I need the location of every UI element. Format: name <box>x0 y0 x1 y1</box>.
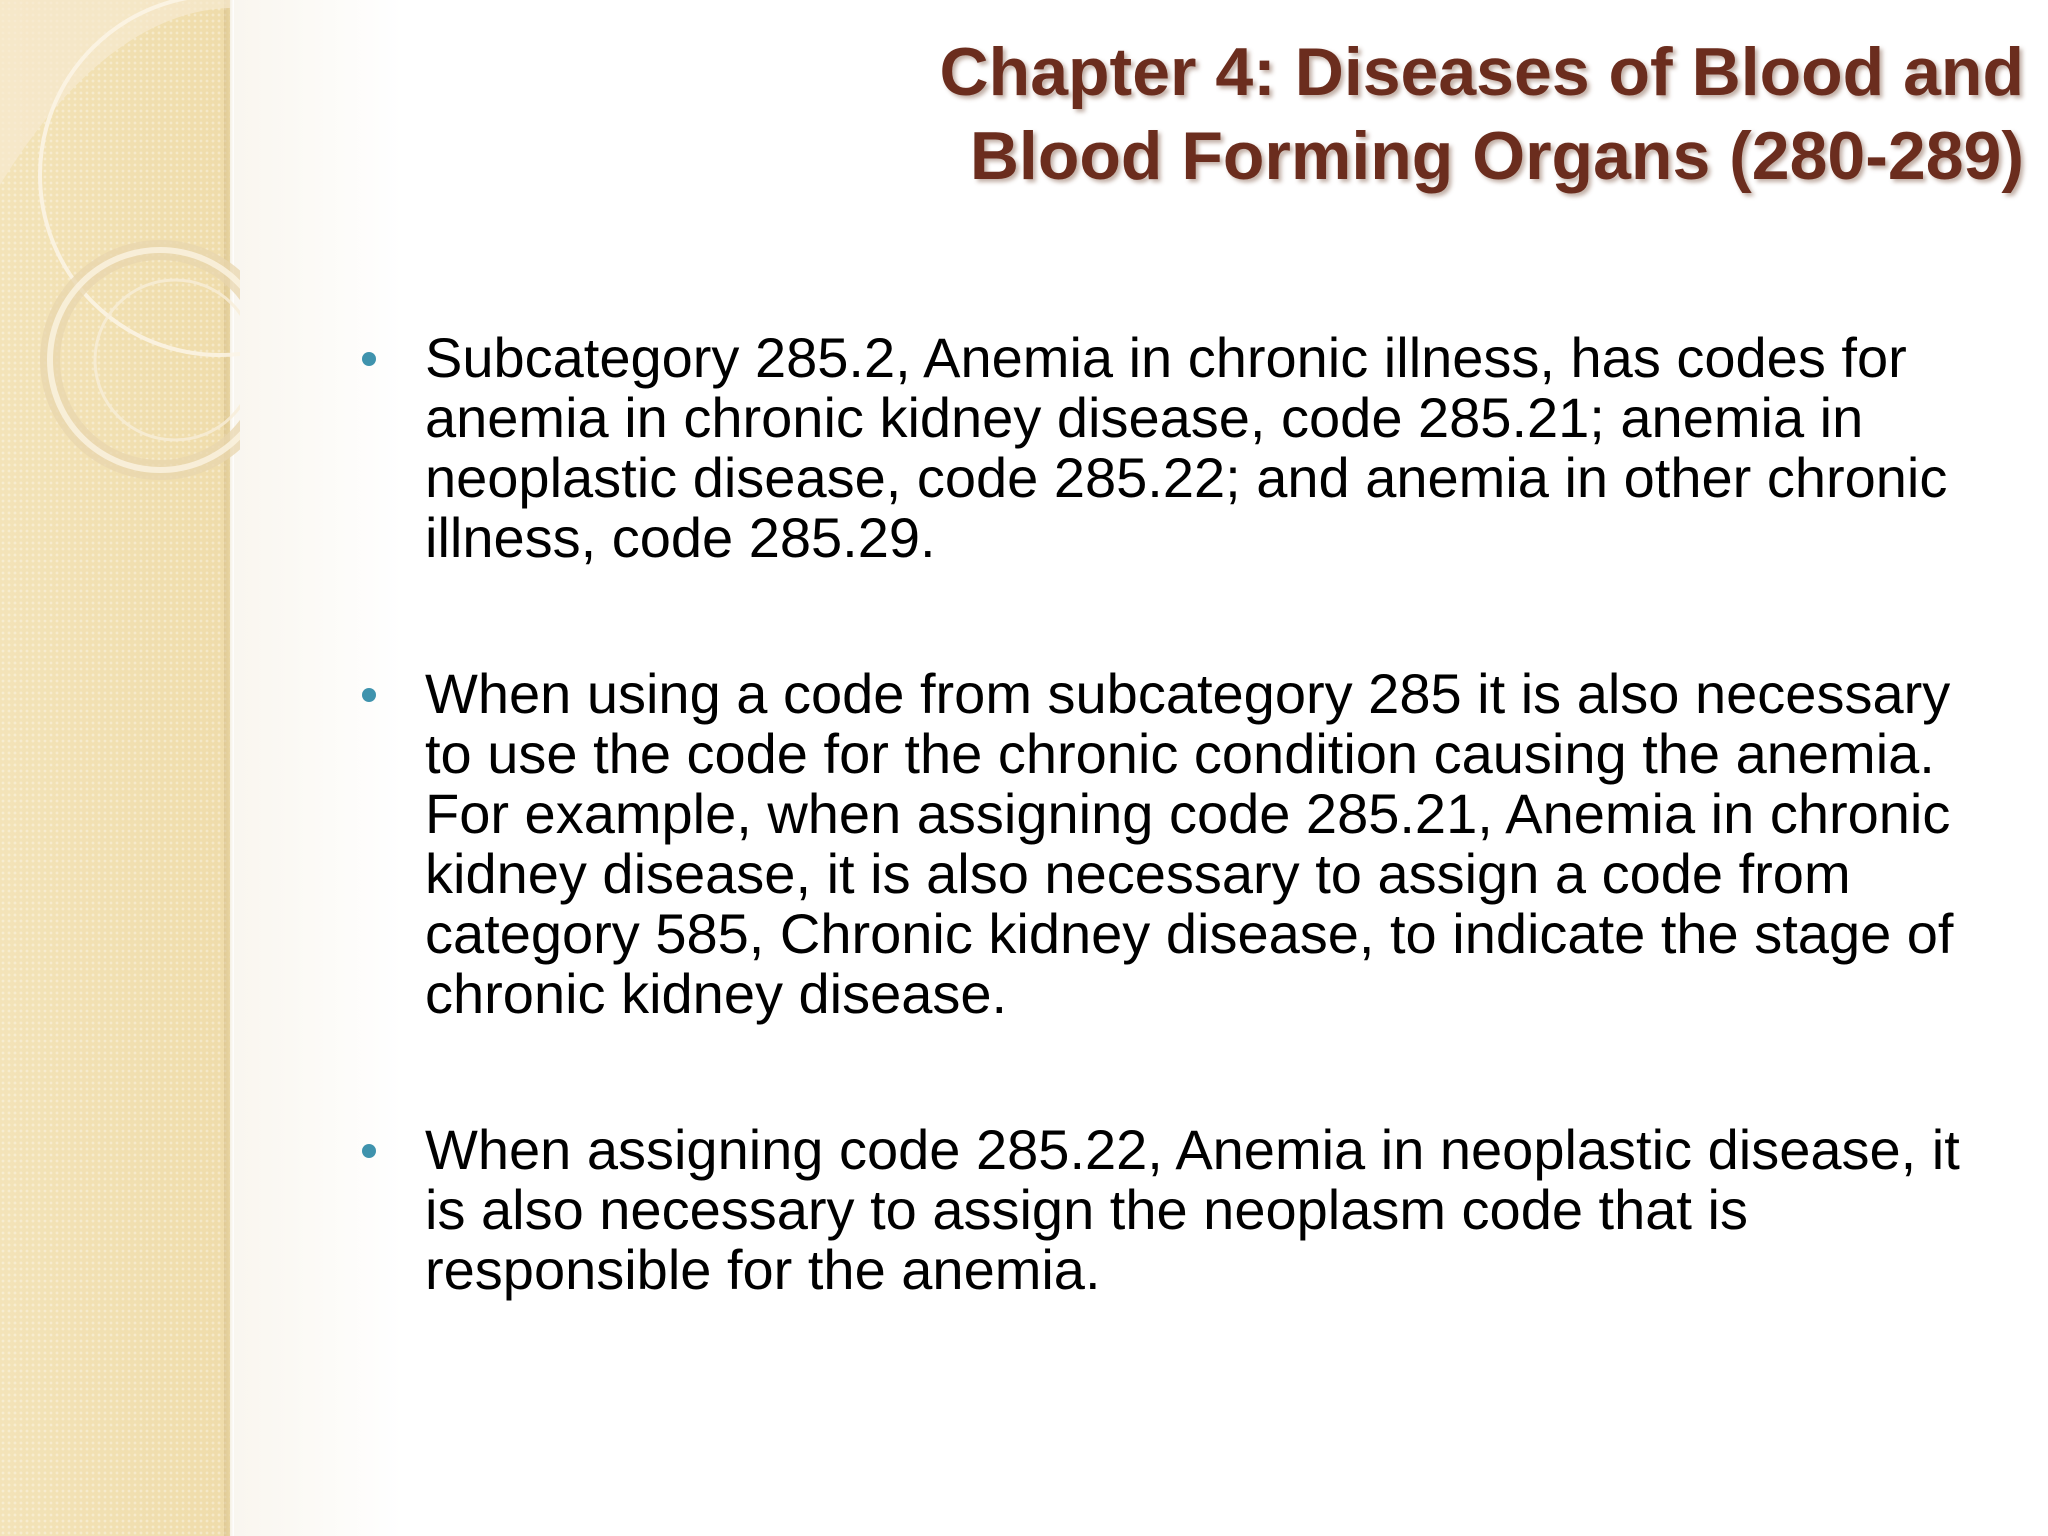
bullet-text-2: When using a code from subcategory 285 it is also necessary to use the code for the chronic condition causing the anemia. For example, when assigning code 285.21, Anemia in chronic kidney disease, it is also necessary to assign a code from category 585, Chronic kidney disease, to indicate the stage of chronic kidney disease. <box>425 662 1954 1025</box>
title-line-2: Blood Forming Organs (280-289) <box>969 118 2024 194</box>
bullet-text-3: When assigning code 285.22, Anemia in neoplastic disease, it is also necessary to assign the neoplasm code that is responsible for the anemia. <box>425 1118 1960 1301</box>
bullet-marker-icon <box>362 1144 376 1158</box>
bullet-item-2 <box>350 664 2000 1024</box>
bullet-item-1 <box>350 328 2000 568</box>
bullet-text-1: Subcategory 285.2, Anemia in chronic illness, has codes for anemia in chronic kidney disease, code 285.21; anemia in neoplastic disease, code 285.22; and anemia in other chronic illness, code 285.29. <box>425 326 1948 569</box>
decorative-rings-graphic <box>0 0 240 520</box>
bullet-item-3 <box>350 1120 2000 1300</box>
title-line-1: Chapter 4: Diseases of Blood and <box>939 34 2024 110</box>
bullet-marker-icon <box>362 688 376 702</box>
bullet-marker-icon <box>362 352 376 366</box>
bullet-list <box>350 328 2000 1300</box>
slide-title <box>664 30 2024 198</box>
